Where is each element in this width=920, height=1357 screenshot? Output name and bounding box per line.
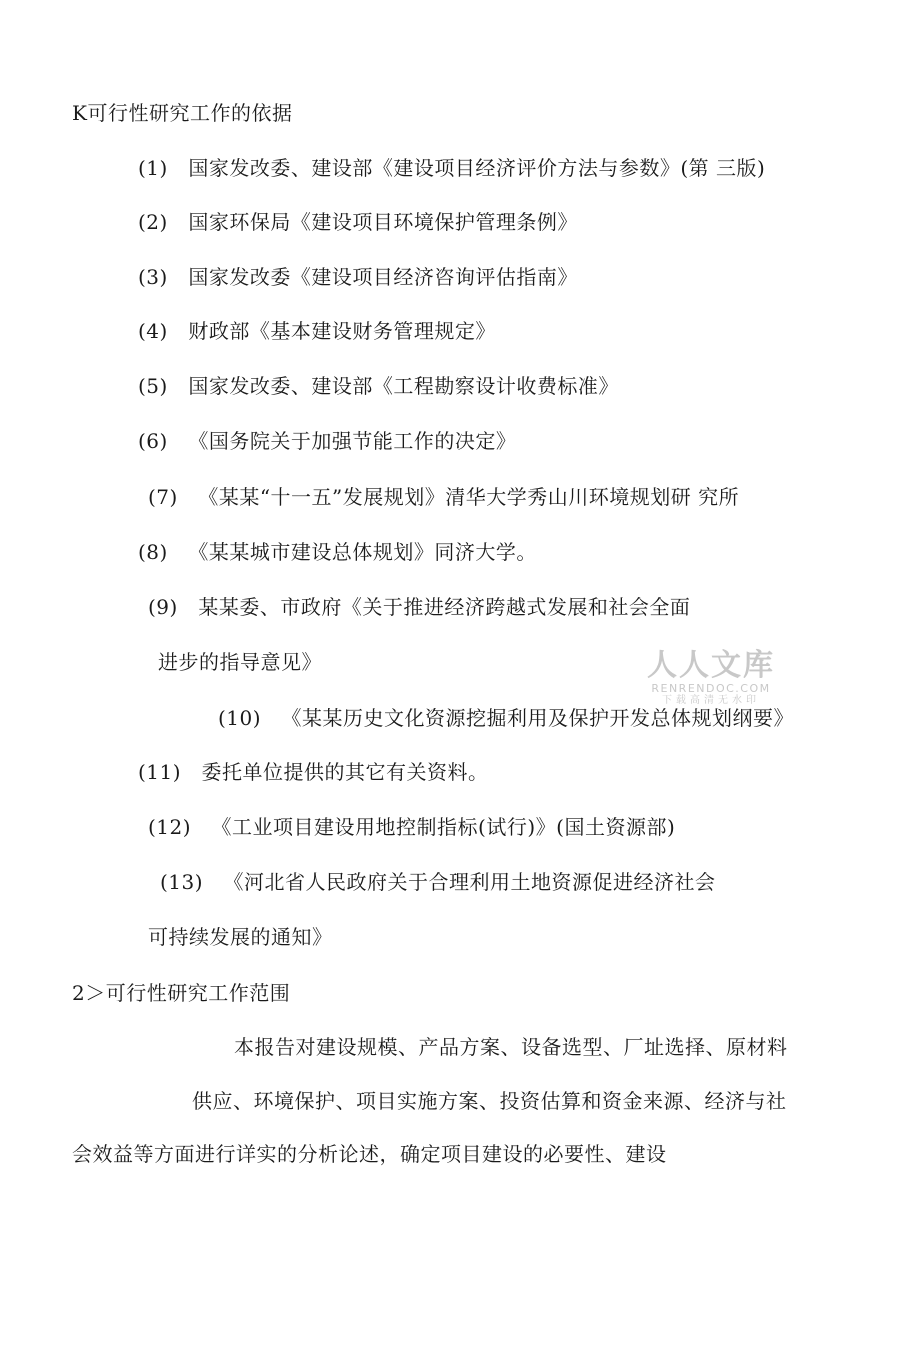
list-item-continuation: 可持续发展的通知》 — [148, 925, 333, 949]
watermark-title: 人人文库 — [647, 648, 775, 683]
list-item: (2) 国家环保局《建设项目环境保护管理条例》 — [138, 210, 578, 234]
watermark — [646, 650, 776, 707]
watermark-site: RENRENDOC.COM — [651, 682, 771, 695]
list-item: (4) 财政部《基本建设财务管理规定》 — [138, 319, 496, 343]
list-item: (13) 《河北省人民政府关于合理利用土地资源促进经济社会 — [160, 870, 716, 894]
list-item-continuation: 进步的指导意见》 — [158, 650, 322, 674]
list-item: (6) 《国务院关于加强节能工作的决定》 — [138, 429, 517, 453]
section-heading-basis: K可行性研究工作的依据 — [72, 101, 293, 125]
list-item: (10) 《某某历史文化资源挖掘利用及保护开发总体规划纲要》 — [218, 706, 795, 730]
section-heading-scope: 2＞可行性研究工作范围 — [72, 981, 291, 1005]
list-item: (12) 《工业项目建设用地控制指标(试行)》(国土资源部) — [148, 815, 676, 839]
list-item: (1) 国家发改委、建设部《建设项目经济评价方法与参数》(第 三版) — [138, 156, 766, 180]
list-item: (9) 某某委、市政府《关于推进经济跨越式发展和社会全面 — [148, 595, 691, 619]
list-item: (3) 国家发改委《建设项目经济咨询评估指南》 — [138, 265, 578, 289]
list-item: (11) 委托单位提供的其它有关资料。 — [138, 760, 489, 784]
list-item: (7) 《某某“十一五”发展规划》清华大学秀山川环境规划研 究所 — [148, 485, 740, 509]
list-item: (8) 《某某城市建设总体规划》同济大学。 — [138, 540, 537, 564]
paragraph-line: 会效益等方面进行详实的分析论述，确定项目建设的必要性、建设 — [72, 1142, 667, 1166]
watermark-tagline: 下载高清无水印 — [662, 695, 760, 706]
paragraph-line: 供应、环境保护、项目实施方案、投资估算和资金来源、经济与社 — [192, 1089, 787, 1113]
paragraph-line: 本报告对建设规模、产品方案、设备选型、厂址选择、原材料 — [234, 1035, 788, 1059]
list-item: (5) 国家发改委、建设部《工程勘察设计收费标准》 — [138, 374, 619, 398]
